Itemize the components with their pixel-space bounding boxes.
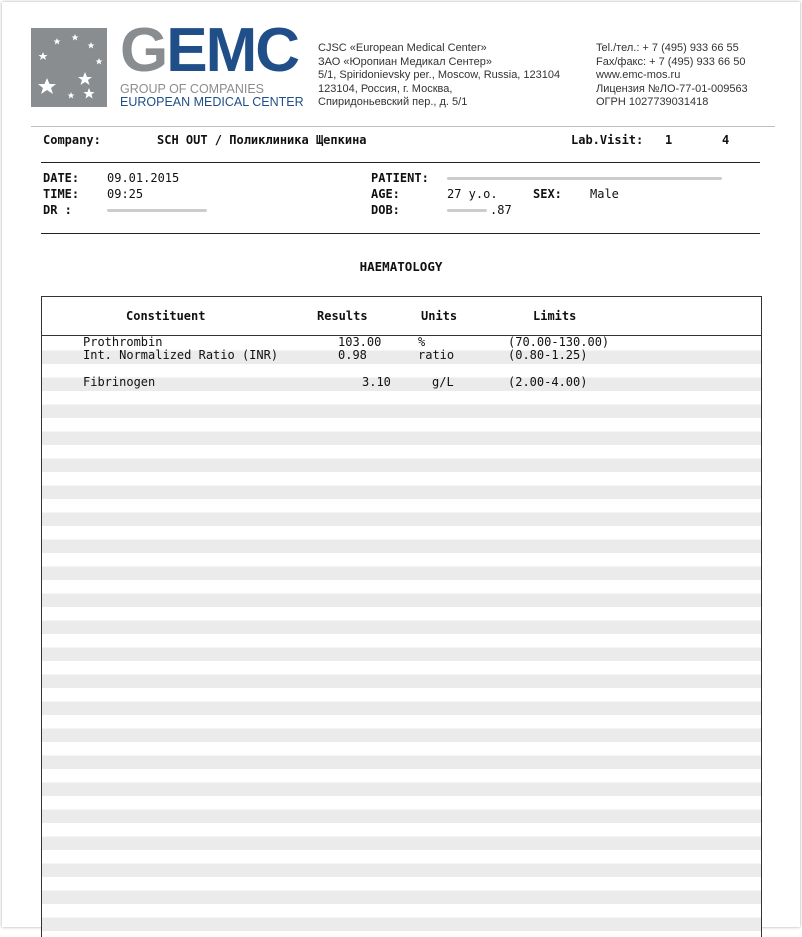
header-limits: Limits <box>533 309 577 323</box>
header-results: Results <box>317 309 368 323</box>
address-line: 5/1, Spiridonievsky per., Moscow, Russia, 123104 <box>318 69 561 82</box>
company-divider <box>41 162 760 163</box>
date-value: 09.01.2015 <box>107 171 180 185</box>
company-contacts <box>596 42 748 110</box>
brand-subtitle-2: EUROPEAN MEDICAL CENTER <box>120 95 304 109</box>
contact-line: Fax/факс: + 7 (495) 933 66 50 <box>596 55 746 68</box>
address-line: 123104, Россия, г. Москва, <box>318 82 453 95</box>
cell-unit: g/L <box>432 375 454 389</box>
brand-emc: EMC <box>166 16 299 85</box>
cell-result: 3.10 <box>362 375 391 389</box>
sex-label: SEX: <box>533 187 562 201</box>
doctor-label: DR : <box>43 203 72 217</box>
dob-value: .87 <box>490 203 512 217</box>
contact-line: www.emc-mos.ru <box>596 69 681 82</box>
contact-line: ОГРН 1027739031418 <box>596 96 709 109</box>
doctor-value-redacted <box>107 203 207 217</box>
company-value: SCH OUT / Поликлиника Щепкина <box>157 133 367 147</box>
cell-constituent: Prothrombin <box>83 335 163 349</box>
patient-label: PATIENT: <box>371 171 429 185</box>
address-line: Спиридоньевский пер., д. 5/1 <box>318 96 468 109</box>
header-constituent: Constituent <box>126 309 206 323</box>
address-line: ЗАО «Юропиан Медикал Сентер» <box>318 55 492 68</box>
patient-value-redacted <box>447 171 722 185</box>
cell-unit: % <box>418 335 426 349</box>
cell-limits: (0.80-1.25) <box>508 348 588 362</box>
lab-visit-number-a: 1 <box>665 133 673 147</box>
company-label: Company: <box>43 133 101 147</box>
brand-g: G <box>120 16 167 85</box>
cell-result: 0.98 <box>338 348 367 362</box>
time-label: TIME: <box>43 187 80 201</box>
redaction-mark <box>447 209 487 212</box>
brand-block <box>120 16 304 109</box>
age-label: AGE: <box>371 187 400 201</box>
date-label: DATE: <box>43 171 80 185</box>
table-stripes <box>42 337 761 937</box>
dob-label: DOB: <box>371 203 400 217</box>
redaction-mark <box>107 209 207 212</box>
age-value: 27 y.o. <box>447 187 498 201</box>
brand-logotype <box>120 16 304 85</box>
section-title: HAEMATOLOGY <box>359 259 443 274</box>
redaction-mark <box>447 177 722 180</box>
company-address <box>318 42 560 110</box>
lab-visit-label: Lab.Visit: <box>571 133 644 147</box>
cell-constituent: Int. Normalized Ratio (INR) <box>83 348 279 362</box>
brand-subtitle-1: GROUP OF COMPANIES <box>120 82 265 96</box>
sex-value: Male <box>590 187 619 201</box>
lab-visit-number-b: 4 <box>722 133 730 147</box>
time-value: 09:25 <box>107 187 144 201</box>
contact-line: Tel./тел.: + 7 (495) 933 66 55 <box>596 42 739 54</box>
patient-divider <box>41 233 760 234</box>
contact-line: Лицензия №ЛО-77-01-009563 <box>596 82 748 95</box>
cell-limits: (2.00-4.00) <box>508 375 588 389</box>
results-table <box>41 296 762 937</box>
cell-result: 103.00 <box>338 335 382 349</box>
cell-limits: (70.00-130.00) <box>508 335 610 349</box>
address-line: CJSC «European Medical Center» <box>318 42 487 54</box>
header-units: Units <box>421 309 458 323</box>
header-divider <box>31 126 775 127</box>
logo-stars-icon <box>31 28 107 107</box>
dob-value-redacted <box>447 203 487 217</box>
cell-unit: ratio <box>418 348 455 362</box>
cell-constituent: Fibrinogen <box>83 375 156 389</box>
